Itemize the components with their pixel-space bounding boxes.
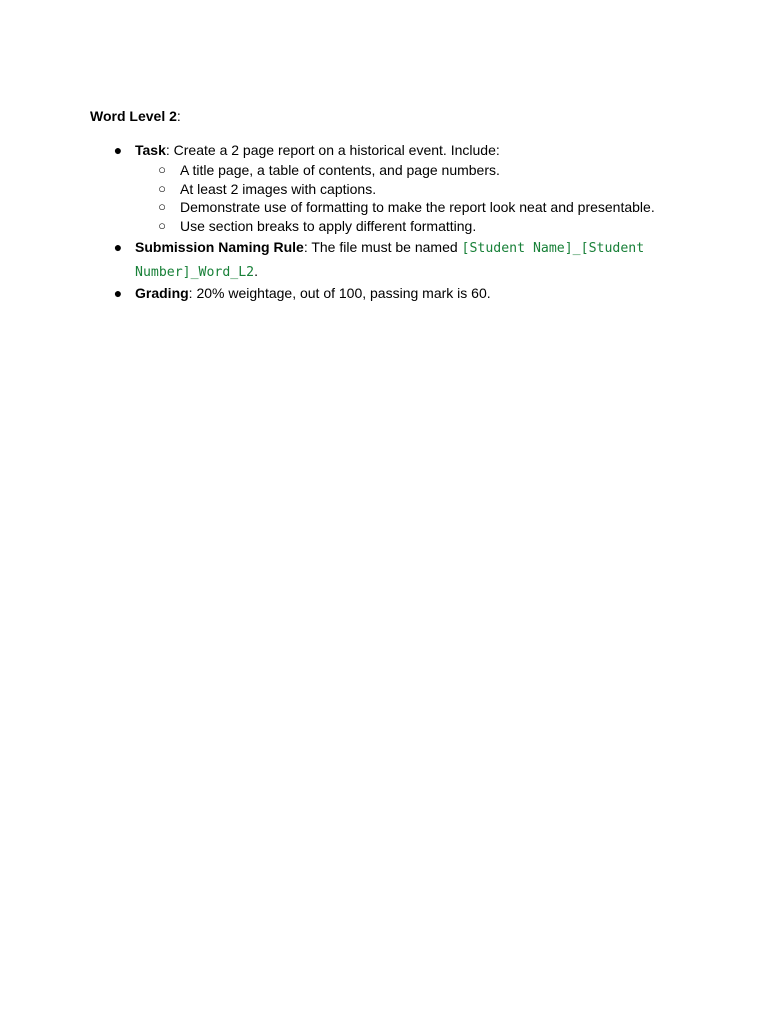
hollow-bullet-icon: ○	[158, 180, 166, 196]
requirements-list	[90, 140, 690, 304]
task-label: Task	[135, 142, 166, 158]
task-text: : Create a 2 page report on a historical event. Include:	[165, 142, 500, 158]
sub-item	[135, 161, 690, 180]
list-item-submission	[90, 236, 690, 284]
hollow-bullet-icon: ○	[158, 162, 166, 177]
submission-period: .	[254, 263, 258, 279]
grading-label: Grading	[135, 285, 189, 301]
sub-item-text: Demonstrate use of formatting to make the report look neat and presentable.	[180, 199, 655, 215]
bullet-icon: ●	[113, 239, 123, 255]
sub-item-text: Use section breaks to apply different formatting.	[180, 217, 477, 234]
bullet-icon: ●	[113, 285, 123, 301]
sub-item	[135, 180, 690, 199]
submission-label: Submission Naming Rule	[135, 239, 304, 255]
bullet-icon: ●	[113, 142, 123, 158]
document-body	[90, 106, 690, 304]
list-item-task	[90, 140, 690, 235]
heading-colon: :	[176, 108, 181, 124]
section-heading	[90, 106, 690, 126]
heading-title: Word Level 2	[90, 108, 177, 124]
grading-text: : 20% weightage, out of 100, passing mark is 60.	[188, 285, 491, 301]
task-sublist	[135, 161, 690, 235]
hollow-bullet-icon: ○	[158, 199, 166, 214]
sub-item	[135, 198, 690, 217]
sub-item-text: A title page, a table of contents, and page numbers.	[180, 162, 500, 178]
filename-code: [Student Name]_[Student Number]_Word_L2	[135, 241, 645, 280]
sub-item	[135, 217, 690, 236]
submission-text: : The file must be named	[303, 239, 462, 255]
hollow-bullet-icon: ○	[158, 217, 166, 233]
sub-item-text: At least 2 images with captions.	[180, 180, 377, 197]
list-item-grading	[90, 283, 690, 304]
